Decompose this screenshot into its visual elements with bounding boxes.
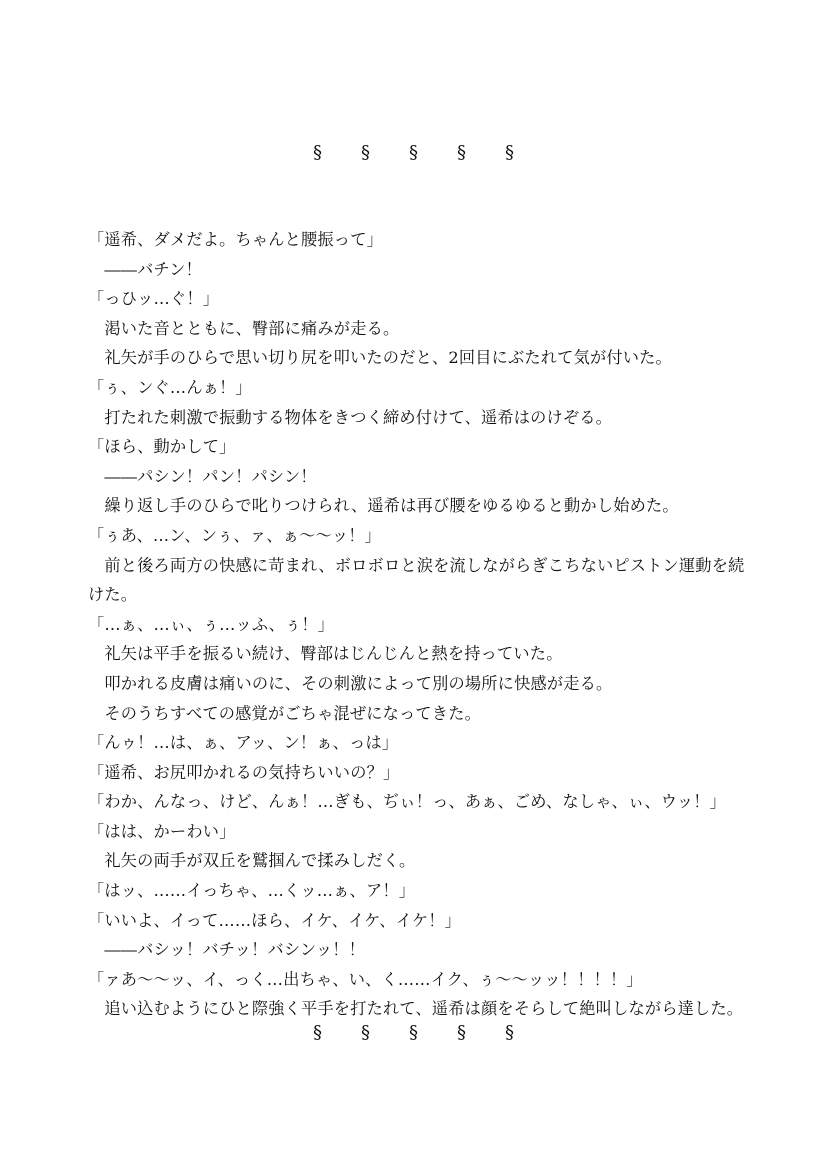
section-mark: § xyxy=(361,142,370,163)
text-line: 「わか、んなっ、けど、んぁ！…ぎも、ぢぃ！っ、あぁ、ごめ、なしゃ、ぃ、ウッ！」 xyxy=(88,792,726,812)
text-line: 「ぅ、ンぐ…んぁ！」 xyxy=(88,377,252,397)
section-mark: § xyxy=(409,142,418,163)
text-line: 「…ぁ、…ぃ、ぅ…ッふ、ぅ！」 xyxy=(88,614,335,634)
section-mark: § xyxy=(409,1022,418,1043)
section-mark: § xyxy=(313,142,322,163)
text-line: 追い込むようにひと際強く平手を打たれて、遥希は顔をそらして絶叫しながら達した。 xyxy=(88,999,744,1019)
text-line: 「遥希、ダメだよ。ちゃんと腰振って」 xyxy=(88,230,383,249)
text-line: 礼矢が手のひらで思い切り尻を叩いたのだと、2回目にぶたれて気が付いた。 xyxy=(88,348,672,368)
story-body xyxy=(88,225,744,1024)
section-mark: § xyxy=(505,1022,514,1043)
section-mark: § xyxy=(457,1022,466,1043)
text-line: 前と後ろ両方の快感に苛まれ、ボロボロと涙を流しながらぎこちないピストン運動を続 xyxy=(88,555,745,575)
text-line: 繰り返し手のひらで叱りつけられ、遥希は再び腰をゆるゆると動かし始めた。 xyxy=(88,496,679,516)
text-line: 「はは、かーわい」 xyxy=(88,821,236,841)
text-line: ――バチン！ xyxy=(88,259,202,279)
section-divider-bottom xyxy=(0,1022,827,1043)
text-line: 「んゥ！…は、ぁ、アッ、ン！ぁ、っは」 xyxy=(88,733,399,753)
text-line: 「ほら、動かして」 xyxy=(88,437,236,457)
text-line: ――バシッ！バチッ！バシンッ！！ xyxy=(88,940,366,960)
text-line: そのうちすべての感覚がごちゃ混ぜになってきた。 xyxy=(88,703,481,723)
text-line: けた。 xyxy=(88,585,138,605)
text-line: 「いいよ、イって……ほら、イケ、イケ、イケ！」 xyxy=(88,910,462,930)
text-line: 「ァあ～～ッ、イ、っく…出ちゃ、い、く……イク、ぅ～～ッッ！！！！」 xyxy=(88,969,643,989)
text-line: 礼矢の両手が双丘を鷲掴んで揉みしだく。 xyxy=(88,851,416,871)
section-mark: § xyxy=(457,142,466,163)
text-line: 「っひッ…ぐ！」 xyxy=(88,289,220,309)
text-line: 叩かれる皮膚は痛いのに、その刺激によって別の場所に快感が走る。 xyxy=(88,673,613,693)
text-line: 「遥希、お尻叩かれるの気持ちいいの？」 xyxy=(88,762,400,782)
section-mark: § xyxy=(505,142,514,163)
text-line: 渇いた音とともに、臀部に痛みが走る。 xyxy=(88,318,400,338)
text-line: 「ぅあ、…ン、ンぅ、ァ、ぁ～～ッ！」 xyxy=(88,525,382,545)
text-line: 「はッ、……イっちゃ、…くッ…ぁ、ア！」 xyxy=(88,881,416,901)
text-line: ――パシン！パン！パシン！ xyxy=(88,466,317,486)
section-mark: § xyxy=(361,1022,370,1043)
text-line: 打たれた刺激で振動する物体をきつく締め付けて、遥希はのけぞる。 xyxy=(88,407,613,427)
section-mark: § xyxy=(313,1022,322,1043)
text-line: 礼矢は平手を振るい続け、臀部はじんじんと熱を持っていた。 xyxy=(88,644,563,664)
section-divider-top xyxy=(0,142,827,163)
